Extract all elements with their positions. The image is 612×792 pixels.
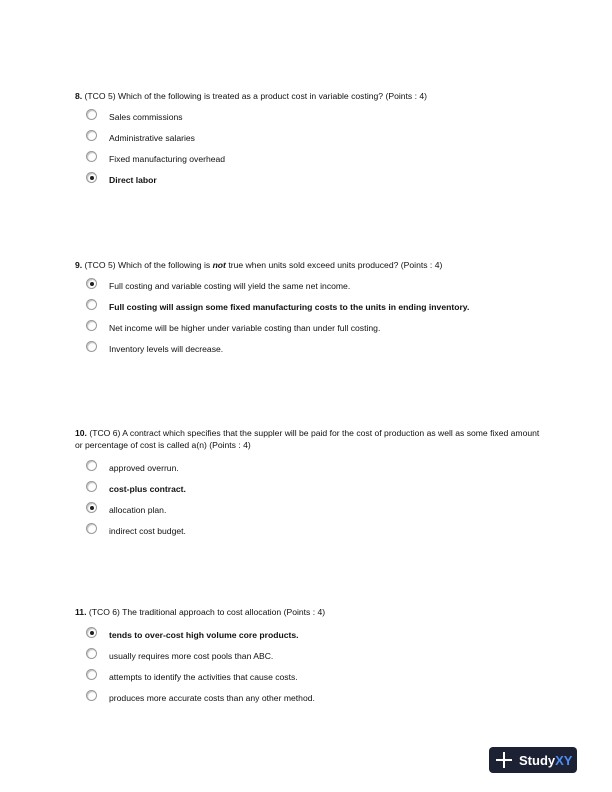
radio-button-selected[interactable] bbox=[86, 502, 97, 513]
radio-button[interactable] bbox=[86, 341, 97, 352]
option-label: Net income will be higher under variable costing than under full costing. bbox=[109, 323, 381, 333]
radio-button[interactable] bbox=[86, 481, 97, 492]
radio-button[interactable] bbox=[86, 299, 97, 310]
question-text: 10. (TCO 6) A contract which specifies that the suppler will be paid for the cost of production as well as some fixed amount or percentage of cost is called a(n) (Points : 4) bbox=[75, 428, 540, 450]
question-number: 9. bbox=[75, 260, 83, 270]
option-label: usually requires more cost pools than ABC. bbox=[109, 651, 274, 661]
studyxy-badge bbox=[489, 747, 577, 773]
option-label: Inventory levels will decrease. bbox=[109, 344, 224, 354]
option-label: Administrative salaries bbox=[109, 133, 195, 143]
radio-button[interactable] bbox=[86, 690, 97, 701]
option-label: Full costing and variable costing will yield the same net income. bbox=[109, 281, 351, 291]
option-label: produces more accurate costs than any other method. bbox=[109, 693, 315, 703]
option-label: Full costing will assign some fixed manufacturing costs to the units in ending inventory. bbox=[109, 302, 470, 312]
question-11 bbox=[75, 606, 545, 703]
radio-button-selected[interactable] bbox=[86, 278, 97, 289]
radio-button[interactable] bbox=[86, 669, 97, 680]
question-text: 11. (TCO 6) The traditional approach to cost allocation (Points : 4) bbox=[75, 607, 326, 617]
option-label: indirect cost budget. bbox=[109, 526, 186, 536]
option-label: tends to over-cost high volume core products. bbox=[109, 630, 299, 640]
radio-button[interactable] bbox=[86, 151, 97, 162]
option-label: allocation plan. bbox=[109, 505, 167, 515]
option-label: cost-plus contract. bbox=[109, 484, 186, 494]
question-text: 8. (TCO 5) Which of the following is treated as a product cost in variable costing? (Points : 4) bbox=[75, 91, 428, 101]
radio-button-selected[interactable] bbox=[86, 172, 97, 183]
question-9 bbox=[75, 259, 545, 354]
emphasis-text: not bbox=[212, 260, 226, 270]
radio-button[interactable] bbox=[86, 648, 97, 659]
radio-button[interactable] bbox=[86, 320, 97, 331]
radio-button[interactable] bbox=[86, 109, 97, 120]
option-label: Fixed manufacturing overhead bbox=[109, 154, 226, 164]
plus-icon bbox=[496, 752, 512, 768]
option-label: Sales commissions bbox=[109, 112, 183, 122]
radio-button[interactable] bbox=[86, 460, 97, 471]
radio-button[interactable] bbox=[86, 130, 97, 141]
radio-button[interactable] bbox=[86, 523, 97, 534]
question-10 bbox=[75, 427, 545, 536]
question-number: 10. bbox=[75, 428, 87, 438]
question-8 bbox=[75, 90, 545, 185]
question-number: 8. bbox=[75, 91, 83, 101]
option-label: Direct labor bbox=[109, 175, 157, 185]
option-label: attempts to identify the activities that cause costs. bbox=[109, 672, 298, 682]
question-text: 9. (TCO 5) Which of the following is not true when units sold exceed units produced? (Points : 4) bbox=[75, 260, 443, 270]
question-number: 11. bbox=[75, 607, 87, 617]
option-label: approved overrun. bbox=[109, 463, 179, 473]
brand-name: StudyXY bbox=[519, 752, 573, 768]
radio-button-selected[interactable] bbox=[86, 627, 97, 638]
